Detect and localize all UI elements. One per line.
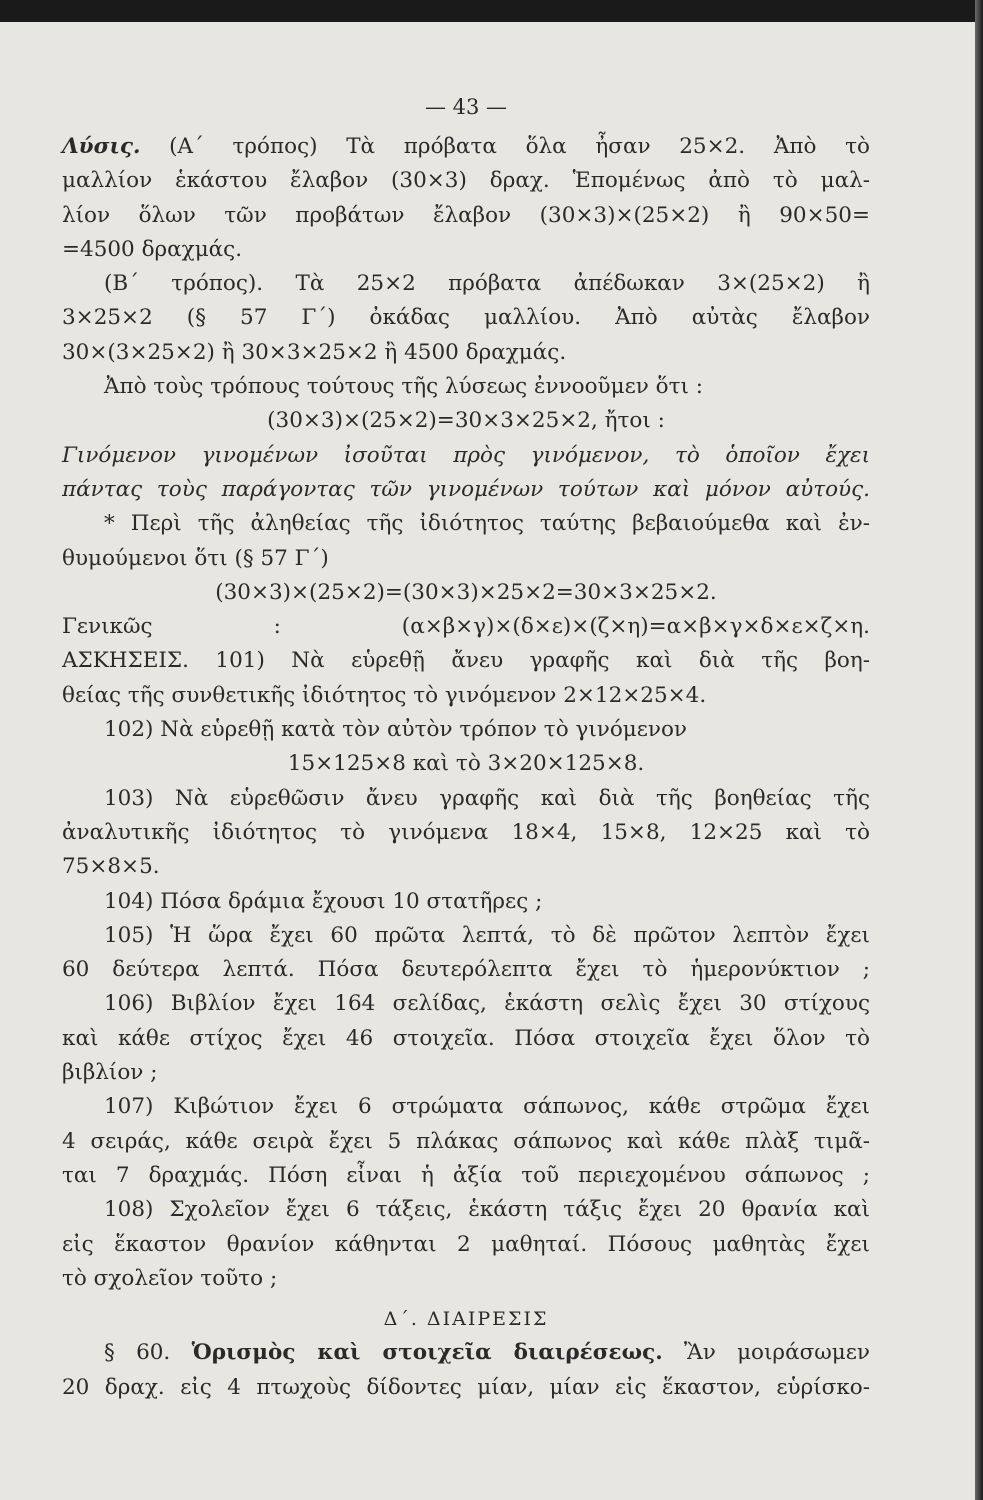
text-line: ται 7 δραχμάς. Πόση εἶναι ἡ ἀξία τοῦ περιεχομένου σάπωνος ; (62, 1162, 870, 1188)
text-line: θείας τῆς συνθετικῆς ἰδιότητος τὸ γινόμενον 2×12×25×4. (62, 682, 707, 708)
paragraph-title: Ὁρισμὸς καὶ στοιχεῖα διαιρέσεως. (191, 1340, 663, 1366)
text-line: μαλλίον ἑκάστου ἔλαβον (30×3) δραχ. Ἑπομένως ἀπὸ τὸ μαλ- (62, 168, 870, 194)
text-line: 4 σειράς, κάθε σειρὰ ἔχει 5 πλάκας σάπωνος καὶ κάθε πλὰξ τιμᾶ- (62, 1128, 870, 1154)
text-line: 106) Βιβλίον ἔχει 164 σελίδας, ἑκάστη σελὶς ἔχει 30 στίχους (104, 991, 870, 1017)
text-line: λίον ὅλων τῶν προβάτων ἔλαβον (30×3)×(25×2) ἢ 90×50= (62, 202, 870, 228)
solution-text: (Α΄ τρόπος) Τὰ πρόβατα ὅλα ἦσαν 25×2. Ἀπὸ τὸ (140, 134, 870, 159)
text-line: εἰς ἕκαστον θρανίον κάθηνται 2 μαθηταί. Πόσους μαθητὰς ἔχει (62, 1231, 870, 1257)
solution-label: Λύσις. (62, 134, 141, 159)
closing-rest: Ἂν μοιράσωμεν (684, 1340, 870, 1366)
text-line: βιβλίον ; (62, 1060, 158, 1086)
text-line: (30×3)×(25×2)=(30×3)×25×2=30×3×25×2. (215, 579, 717, 605)
text-line (62, 130, 870, 164)
closing-line-1 (62, 1336, 870, 1370)
text-line: (30×3)×(25×2)=30×3×25×2, ἤτοι : (267, 408, 665, 434)
text-line: 60 δεύτερα λεπτά. Πόσα δευτερόλεπτα ἔχει τὸ ἡμερονύκτιον ; (62, 957, 870, 983)
section-heading: Δ΄. ΔΙΑΙΡΕΣΙΣ (383, 1308, 549, 1331)
text-body (62, 130, 870, 1296)
text-line: 15×125×8 καὶ τὸ 3×20×125×8. (287, 751, 645, 777)
page-number: — 43 — (424, 95, 508, 119)
text-line: 75×8×5. (62, 854, 160, 880)
paragraph-number: § 60. (104, 1340, 171, 1366)
text-line: ΑΣΚΗΣΕΙΣ. 101) Νὰ εὑρεθῇ ἄνευ γραφῆς καὶ διὰ τῆς βοη- (62, 648, 870, 674)
closing-line-2: 20 δραχ. εἰς 4 πτωχοὺς δίδοντες μίαν, μίαν εἰς ἕκαστον, εὑρίσκο- (62, 1374, 870, 1400)
text-line: 3×25×2 (§ 57 Γ΄) ὀκάδας μαλλίου. Ἀπὸ αὐτὰς ἔλαβον (62, 305, 870, 331)
text-line: Γινόμενον γινομένων ἰσοῦται πρὸς γινόμενον, τὸ ὁποῖον ἔχει (62, 442, 870, 468)
text-line: θυμούμενοι ὅτι (§ 57 Γ΄) (62, 545, 329, 571)
text-line: (Β΄ τρόπος). Τὰ 25×2 πρόβατα ἀπέδωκαν 3×(25×2) ἢ (104, 271, 870, 297)
text-line: 30×(3×25×2) ἢ 30×3×25×2 ἢ 4500 δραχμάς. (62, 339, 567, 365)
text-line: =4500 δραχμάς. (62, 236, 243, 262)
text-line: 107) Κιβώτιον ἔχει 6 στρώματα σάπωνος, κάθε στρῶμα ἔχει (104, 1094, 870, 1120)
text-line: 102) Νὰ εὑρεθῇ κατὰ τὸν αὐτὸν τρόπον τὸ γινόμενον (104, 717, 687, 743)
text-line: 108) Σχολεῖον ἔχει 6 τάξεις, ἑκάστη τάξις ἔχει 20 θρανία καὶ (104, 1197, 870, 1223)
text-line: τὸ σχολεῖον τοῦτο ; (62, 1265, 278, 1291)
text-line: ἀναλυτικῆς ἰδιότητος τὸ γινόμενα 18×4, 15×8, 12×25 καὶ τὸ (62, 819, 870, 845)
text-line: καὶ κάθε στίχος ἔχει 46 στοιχεῖα. Πόσα στοιχεῖα ἔχει ὅλον τὸ (62, 1025, 870, 1051)
book-spine-shadow (975, 0, 983, 1500)
text-line: * Περὶ τῆς ἀληθείας τῆς ἰδιότητος ταύτης βεβαιούμεθα καὶ ἐν- (104, 511, 870, 537)
text-line: πάντας τοὺς παράγοντας τῶν γινομένων τούτων καὶ μόνον αὐτούς. (62, 476, 870, 502)
text-line: 103) Νὰ εὑρεθῶσιν ἄνευ γραφῆς καὶ διὰ τῆς βοηθείας τῆς (104, 785, 870, 811)
text-line: 105) Ἡ ὥρα ἔχει 60 πρῶτα λεπτά, τὸ δὲ πρῶτον λεπτὸν ἔχει (104, 922, 870, 948)
text-line: Ἀπὸ τοὺς τρόπους τούτους τῆς λύσεως ἐννοοῦμεν ὅτι : (104, 374, 703, 400)
text-line: 104) Πόσα δράμια ἔχουσι 10 στατῆρες ; (104, 888, 543, 914)
page-content (62, 90, 870, 1405)
book-page (0, 22, 975, 1500)
text-line: Γενικῶς : (α×β×γ)×(δ×ε)×(ζ×η)=α×β×γ×δ×ε×ζ×η. (62, 614, 870, 640)
